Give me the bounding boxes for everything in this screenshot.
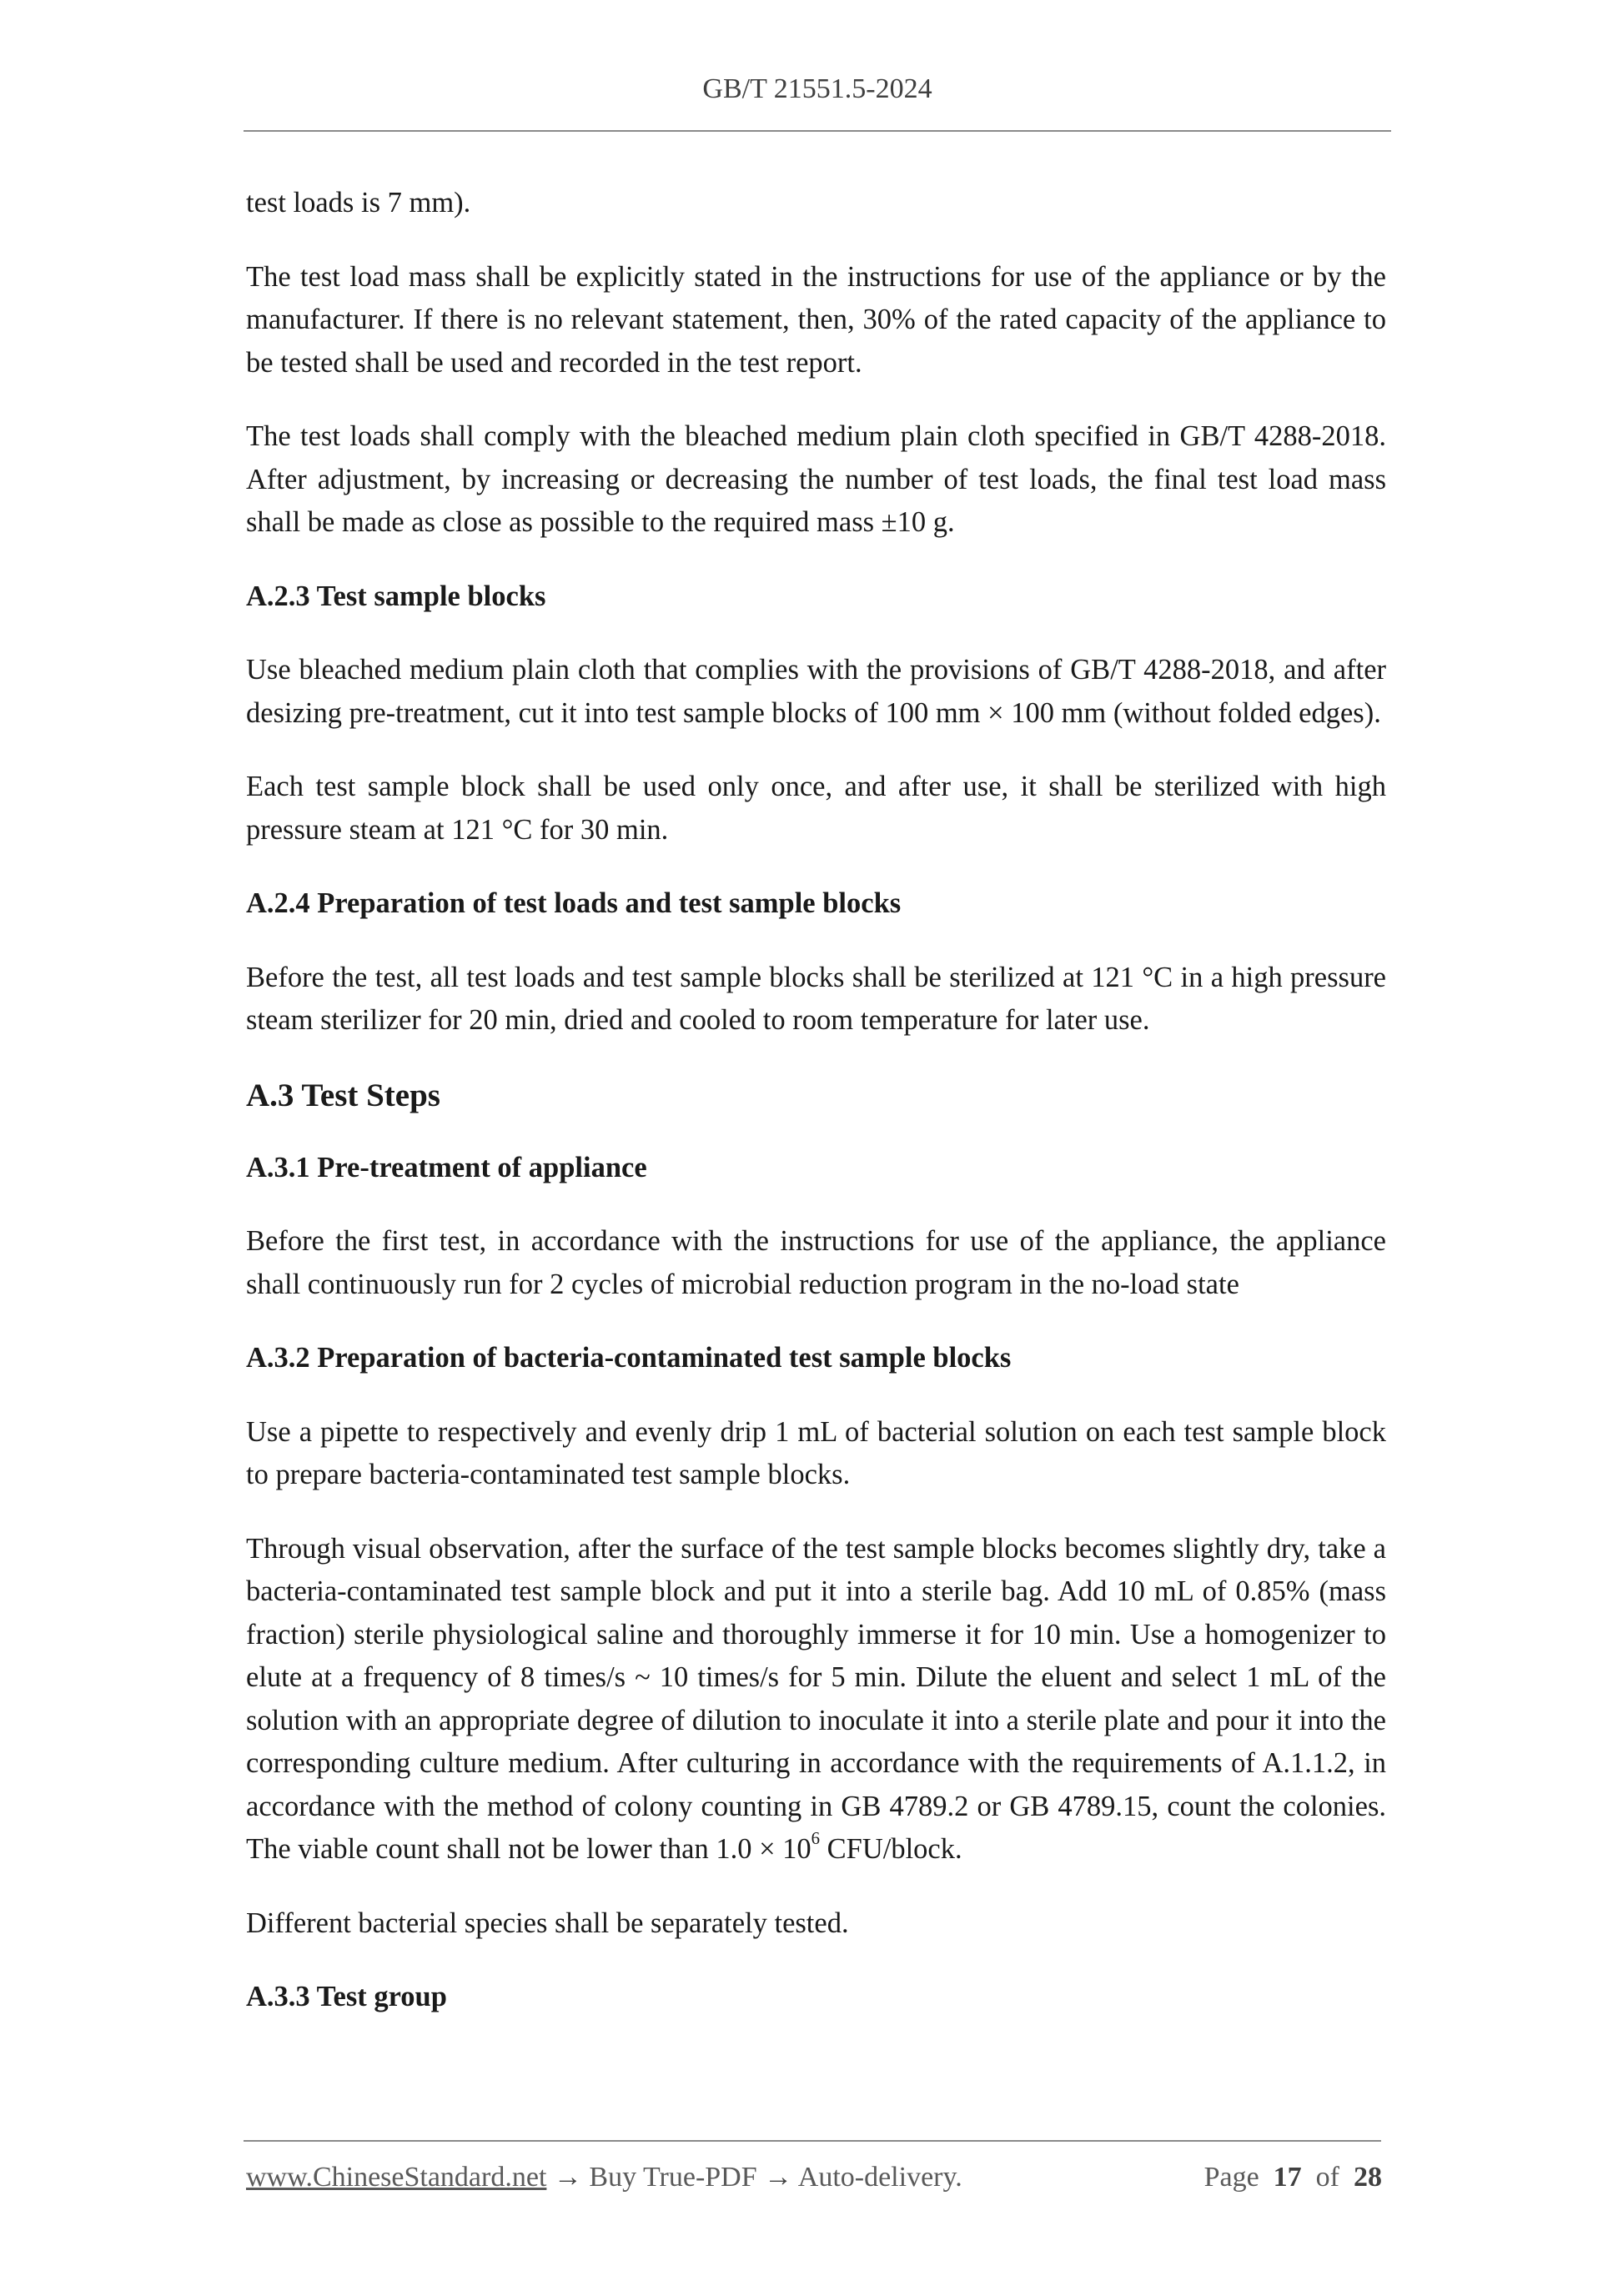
exponent: 6 [811,1830,821,1849]
arrow-right-icon: → [764,2162,793,2193]
paragraph-a-3-2-procedure [246,1528,1386,1871]
paragraph-test-load-cloth: The test loads shall comply with the bleached medium plain cloth specified in GB/T 4288-2018. After adjustment, by increasing or decreasing the number of test loads, the final test load mass shall be made as close as possible to the required mass ±10 g. [246,420,1386,538]
header-divider [244,130,1391,132]
paragraph-a-3-2-pipette: Use a pipette to respectively and evenly drip 1 mL of bacterial solution on each test sample block to prepare bacteria-contaminated test sample blocks. [246,1415,1386,1490]
site-link[interactable]: www.ChineseStandard.net [246,2162,547,2193]
page-total: 28 [1354,2162,1382,2193]
heading-a-3-3: A.3.3 Test group [246,1981,447,2012]
footer-delivery-text: Auto-delivery. [792,2162,962,2193]
paragraph-a-3-1: Before the first test, in accordance with the instructions for use of the appliance, the appliance shall continuously run for 2 cycles of microbial reduction program in the no-load state [246,1225,1386,1300]
paragraph-a-2-3-cloth: Use bleached medium plain cloth that complies with the provisions of GB/T 4288-2018, and after desizing pre-treatment, cut it into test sample blocks of 100 mm × 100 mm (without folded edges). [246,654,1386,729]
page-number: 17 [1273,2162,1302,2193]
paragraph-test-load-mass: The test load mass shall be explicitly stated in the instructions for use of the appliance or by the manufacturer. If there is no relevant statement, then, 30% of the rated capacity of the appliance to be tested shall be used and recorded in the test report. [246,260,1386,379]
arrow-right-icon: → [553,2162,582,2193]
of-word: of [1315,2162,1339,2193]
page-header-title: GB/T 21551.5-2024 [702,73,932,104]
footer-buy-text: Buy True-PDF [581,2162,765,2193]
paragraph-a-2-3-sterilize: Each test sample block shall be used only once, and after use, it shall be sterilized with high pressure steam at 121 °C for 30 min. [246,771,1386,846]
paragraph-continuation: test loads is 7 mm). [246,187,471,219]
document-body [246,182,1386,2050]
paragraph-a-2-4: Before the test, all test loads and test sample blocks shall be sterilized at 121 °C in a high pressure steam sterilizer for 20 min, dried and cooled to room temperature for later use. [246,961,1386,1036]
footer-divider [244,2140,1381,2142]
procedure-tail: CFU/block. [820,1833,962,1865]
heading-a-2-4: A.2.4 Preparation of test loads and test sample blocks [246,887,902,919]
paragraph-a-3-2-species: Different bacterial species shall be separately tested. [246,1907,849,1939]
heading-a-3-2: A.3.2 Preparation of bacteria-contaminated test sample blocks [246,1342,1012,1374]
procedure-text: Through visual observation, after the surface of the test sample blocks becomes slightly dry, take a bacteria-contaminated test sample block and put it into a sterile bag. Add 10 mL of 0.85% (mass fraction) sterile physiological saline and thoroughly immerse it for 10 min. Use a homogenizer to elute at a frequency of 8 times/s ~ 10 times/s for 5 min. Dilute the eluent and select 1 mL of the solution with an appropriate degree of dilution to inoculate it into a sterile plate and pour it into the corresponding culture medium. After culturing in accordance with the requirements of A.1.1.2, in accordance with the method of colony counting in GB 4789.2 or GB 4789.15, count the colonies. The viable count shall not be lower than 1.0 × 10 [246,1532,1386,1865]
heading-a-3: A.3 Test Steps [246,1077,440,1113]
page-indicator [1204,2162,1382,2193]
footer-promo [246,2162,962,2193]
page-word: Page [1203,2162,1259,2193]
heading-a-3-1: A.3.1 Pre-treatment of appliance [246,1151,647,1183]
heading-a-2-3: A.2.3 Test sample blocks [246,580,546,612]
